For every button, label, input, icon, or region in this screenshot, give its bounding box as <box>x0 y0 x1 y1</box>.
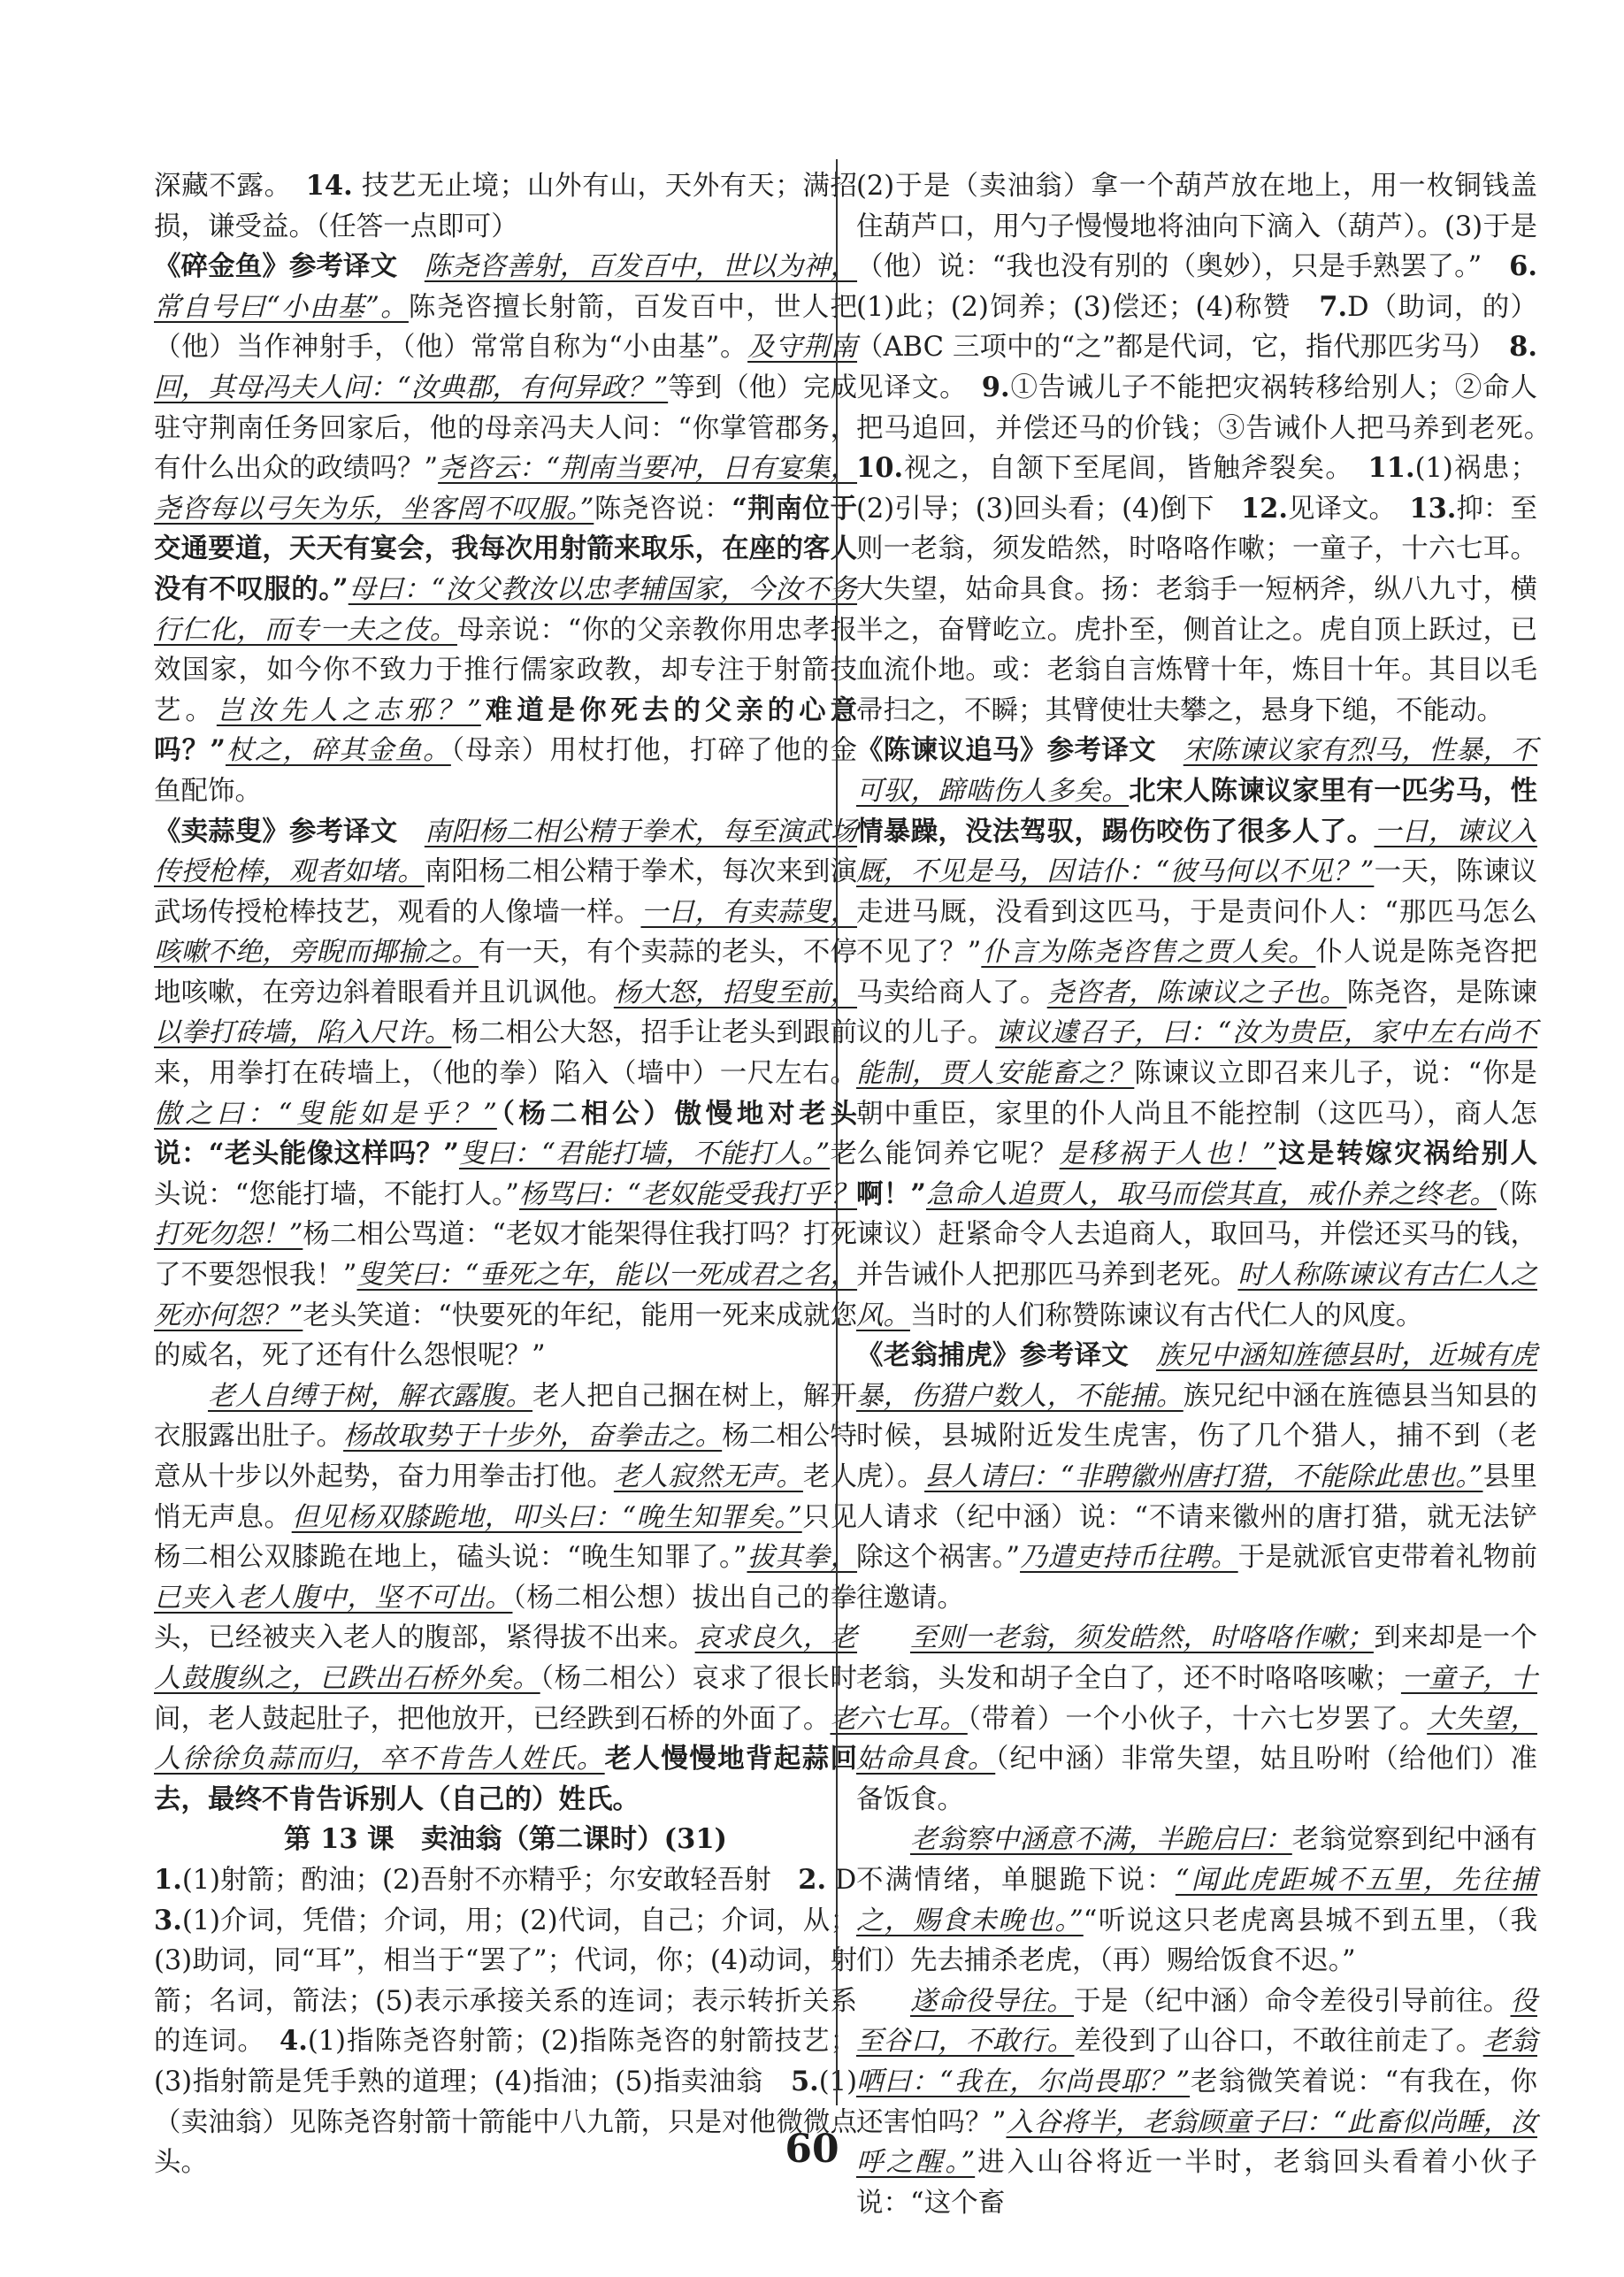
answers-5-13 <box>856 166 1565 731</box>
question-number: 1. <box>154 1863 182 1896</box>
translation-text: “听说这只老虎离县城不到五里，（我们）先去捕杀老虎，（再）赐给饭食不迟。” <box>856 1905 1537 1977</box>
bold-translation-text: （杨二相公）傲慢地对老头说：“老头能像这样吗？” <box>154 1097 858 1170</box>
translation-text: 母亲说：“你的父亲教你用忠孝报效国家，如今你不致力于推行儒家政教，却专注于射箭技艺。 <box>154 614 858 726</box>
translation-mai-suan-sou <box>154 812 857 1376</box>
bold-translation-text: 难道是你死去的父亲的心意吗？” <box>154 694 858 767</box>
translation-lao-weng-bu-hu <box>856 1336 1537 1618</box>
original-text: 杨骂曰：“老奴能受我打乎？打死勿怨！” <box>154 1178 857 1251</box>
question-number: 12. <box>1240 492 1288 525</box>
translation-text: 老人把自己捆在树上，解开衣服露出肚子。 <box>154 1380 858 1453</box>
original-text: 一日，谏议入厩，不见是马，因诘仆：“彼马何以不见？” <box>856 816 1537 888</box>
bold-translation-text: 老人慢慢地背起蒜回去，最终不肯告诉别人（自己的）姓氏。 <box>154 1743 858 1815</box>
section-title: 《卖蒜叟》参考译文 <box>154 815 398 847</box>
text-span: 技艺无止境；山外有山，天外有天；满招损，谦受益。（任答一点即可） <box>154 171 857 242</box>
translation-text: 只见杨二相公双膝跪在地上，磕头说：“晚生知罪了。” <box>154 1501 858 1574</box>
original-text: 岂汝先人之志邪？” <box>216 694 481 726</box>
translation-text: 到来却是一个老翁，头发和胡子全白了，还不时咯咯咳嗽； <box>856 1622 1537 1694</box>
bold-translation-text: 北宋人陈谏议家里有一匹劣马，性情暴躁，没法驾驭，踢伤咬伤了很多人了。 <box>856 774 1537 847</box>
translation-text: （带着）一个小伙子，十六七岁罢了。 <box>967 1703 1428 1735</box>
translation-text: 老头笑道：“快要死的年纪，能用一死来成就您的威名，死了还有什么怨恨呢？” <box>154 1300 858 1372</box>
section-title: 《碎金鱼》参考译文 <box>154 250 398 283</box>
original-text: 时人称陈谏议有古仁人之风。 <box>856 1260 1537 1331</box>
original-text: 急命人追贾人，取马而偿其直，戒仆养之终老。 <box>925 1178 1498 1210</box>
answer-text: 见译文。 <box>856 372 982 403</box>
translation-text: 陈尧咨擅长射箭，百发百中，世人把（他）当作神射手，（他）常常自称为“小由基”。 <box>154 291 858 364</box>
original-text: 傲之曰：“叟能如是乎？” <box>154 1098 497 1130</box>
text-span: 深藏不露。 <box>154 171 306 202</box>
translation-sui-jin-yu <box>154 247 857 811</box>
original-text: 叟曰：“君能打墙，不能打人。” <box>458 1138 831 1170</box>
original-text: 老翁察中涵意不满，半跪启曰： <box>910 1824 1292 1856</box>
original-text: 杨故取势于十步外，奋拳击之。 <box>343 1421 723 1453</box>
original-text: 是移祸于人也！” <box>1059 1138 1276 1170</box>
question-number: 7. <box>1319 290 1348 323</box>
page-number: 60 <box>785 2127 839 2172</box>
answer-text: ①告诫儿子不能把灾祸转移给别人；②命人把马追回，并偿还马的价钱；③告诫仆人把马养到老死。 <box>856 372 1565 444</box>
question-number: 10. <box>856 452 904 485</box>
translation-text: 有一天，有个卖蒜的老头，不停地咳嗽，在旁边斜着眼看并且讥讽他。 <box>154 937 858 1008</box>
translation-text: 陈谏议立即召来儿子，说：“你是朝中重臣，家里的仆人尚且不能控制（这匹马），商人怎么能饲养它呢？ <box>856 1058 1538 1170</box>
original-text: 陈尧咨善射，百发百中，世以为神，常自号曰“小由基”。 <box>154 251 858 323</box>
translation-text: （母亲）用杖打他，打碎了他的金鱼配饰。 <box>154 735 858 807</box>
left-column <box>154 166 857 2183</box>
translation-text: 差役到了山谷口，不敢往前走了。 <box>1074 2026 1483 2058</box>
lesson-heading: 第 13 课 卖油翁（第二课时）(31) <box>284 1823 727 1856</box>
answer-text: (1)祸患；(2)引导；(3)回头看；(4)倒下 <box>856 453 1537 525</box>
question-number: 4. <box>280 2025 308 2058</box>
bold-translation-text: “荆南位于交通要道，天天有宴会，我每次用射箭来取乐，在座的客人没有不叹服的。” <box>154 492 858 605</box>
original-text: 尧咨者，陈谏议之子也。 <box>1046 977 1347 1008</box>
translation-text: （陈谏议）赶紧命令人去追商人，取回马，并偿还买马的钱，并告诫仆人把那匹马养到老死。 <box>856 1178 1538 1292</box>
original-text: 族兄中涵知旌德县时，近城有虎暴，伤猎户数人，不能捕。 <box>856 1340 1537 1412</box>
translation-text: 南阳杨二相公精于拳术，每次来到演武场传授枪棒技艺，观看的人像墙一样。 <box>154 856 858 928</box>
original-text: 大失望，姑命具食。 <box>856 1703 1538 1775</box>
original-text: 县人请曰：“非聘徽州唐打猎，不能除此患也。” <box>924 1461 1483 1492</box>
section-title: 《老翁捕虎》参考译文 <box>856 1339 1130 1372</box>
original-text: 尧咨云：“荆南当要冲，日有宴集，尧咨每以弓矢为乐，坐客罔不叹服。” <box>154 453 858 525</box>
original-text: 谏议遽召子，曰：“汝为贵臣，家中左右尚不能制，贾人安能畜之？ <box>856 1017 1538 1090</box>
answer-text: (1)指陈尧咨射箭；(2)指陈尧咨的射箭技艺；(3)指射箭是凭手熟的道理；(4)指油；(5)指卖油翁 <box>154 2026 858 2097</box>
answer-text: D <box>826 1864 857 1896</box>
translation-text: （杨二相公想）拔出自己的拳头，已经被夹入老人的腹部，紧得拔不出来。 <box>154 1582 858 1654</box>
original-text: 老人徐徐负蒜而归，卒不肯告人姓氏。 <box>154 1703 857 1775</box>
original-text: 仆言为陈尧咨售之贾人矣。 <box>981 937 1316 969</box>
translation-text: （纪中涵）非常失望，姑且吩咐（给他们）准备饭食。 <box>856 1744 1538 1815</box>
right-column <box>856 166 1565 2223</box>
translation-text: 老头说：“您能打墙，不能打人。” <box>154 1138 858 1210</box>
answer-text: (1)此；(2)饲养；(3)偿还；(4)称赞 <box>856 291 1320 323</box>
original-text: 一童子，十六七耳。 <box>856 1662 1537 1735</box>
question-number: 5. <box>790 2065 819 2097</box>
translation-text: 陈尧咨说： <box>594 493 732 525</box>
translation-text: 于是（纪中涵）命令差役引导前往。 <box>1074 1985 1511 2017</box>
original-text: 遂命役导往。 <box>910 1985 1075 2017</box>
original-text: 但见杨双膝跪地，叩头曰：“晚生知罪矣。” <box>291 1501 802 1533</box>
translation-text: 仆人说是陈尧咨把马卖给商人了。 <box>856 937 1538 1008</box>
translation-text: 当时的人们称赞陈谏议有古代仁人的风度。 <box>910 1300 1423 1331</box>
original-text: 乃遣吏持币往聘。 <box>1020 1542 1238 1574</box>
answer-14-paragraph <box>154 166 857 247</box>
translation-text: 陈尧咨，是陈谏议的儿子。 <box>856 977 1537 1049</box>
original-text: 哀求良久，老人鼓腹纵之，已跌出石桥外矣。 <box>154 1622 858 1694</box>
answer-text: (1)（卖油翁）见陈尧咨射箭十箭能中八九箭，只是对他微微点头。 <box>154 2066 857 2179</box>
translation-text: 杨二相公大怒，招手让老头到跟前来，用拳打在砖墙上，（他的拳）陷入（墙中）一尺左右。 <box>154 1017 858 1090</box>
original-text: 老人自缚于树，解衣露腹。 <box>208 1380 533 1412</box>
bold-translation-text: 这是转嫁灾祸给别人啊！” <box>856 1138 1538 1210</box>
question-number: 11. <box>1367 452 1415 485</box>
answer-text: D（助词，的）（ABC 三项中的“之”都是代词，它，指代那匹劣马） <box>856 291 1537 364</box>
original-text: 杨大怒，招叟至前，以拳打砖墙，陷入尺许。 <box>154 977 857 1049</box>
translation-text: 老人悄无声息。 <box>154 1461 858 1533</box>
original-text: “闻此虎距城不五里，先往捕之，赐食未晚也。” <box>856 1864 1538 1936</box>
question-number: 13. <box>1409 492 1457 525</box>
answer-text: (2)于是（卖油翁）拿一个葫芦放在地上，用一枚铜钱盖住葫芦口，用勺子慢慢地将油向下滴入（葫芦）。(3)于是（他）说：“我也没有别的（奥妙），只是手熟罢了。” <box>856 171 1537 283</box>
question-number: 8. <box>1509 331 1537 364</box>
translation-text: 老翁微笑着说：“有我在，你还害怕吗？” <box>856 2066 1537 2138</box>
answer-text: 抑：至则一老翁，须发皓然，时咯咯作嗽；一童子，十六七耳。大失望，姑命具食。扬：老翁手一短柄斧，纵八九寸，横半之，奋臂屹立。虎扑至，侧首让之。虎自顶上跃过，已血流仆地。或：老翁自言炼臂十年，炼目十年。其目以毛帚扫之，不瞬；其臂使壮夫攀之，悬身下缒，不能动。 <box>856 493 1537 726</box>
original-text: 母曰：“汝父教汝以忠孝辅国家，今汝不务行仁化，而专一夫之伎。 <box>154 573 858 646</box>
translation-text: 于是就派官吏带着礼物前往邀请。 <box>856 1542 1538 1614</box>
original-text: 宋陈谏议家有烈马，性暴，不可驭，蹄啮伤人多矣。 <box>856 735 1537 807</box>
translation-text: 杨二相公骂道：“老奴才能架得住我打吗？打死了不要怨恨我！” <box>154 1219 858 1292</box>
original-text: 南阳杨二相公精于拳术，每至演武场传授枪棒，观者如堵。 <box>154 816 858 888</box>
original-text: 役至谷口，不敢行。 <box>856 1985 1538 2058</box>
answer-text: 见译文。 <box>1287 493 1410 525</box>
translation-mai-suan-sou-continued <box>154 1376 857 1821</box>
answer-text: (1)介词，凭借；介词，用；(2)代词，自己；介词，从；(3)助词，同“耳”，相当于“罢了”；代词，你；(4)动词，射箭；名词，箭法；(5)表示承接关系的连词；表示转折关系的连词。 <box>154 1905 857 2058</box>
translation-lao-weng-paragraph-3 <box>856 1820 1537 1981</box>
translation-chen-jian-yi <box>856 731 1537 1336</box>
translation-text: （杨二相公）哀求了很长时间，老人鼓起肚子，把他放开，已经跌到石桥的外面了。 <box>154 1662 858 1735</box>
original-text: 杖之，碎其金鱼。 <box>225 735 451 767</box>
question-number: 2. <box>798 1863 827 1896</box>
original-text: 老人寂然无声。 <box>613 1461 803 1492</box>
translation-text: 等到（他）完成驻守荆南任务回家后，他的母亲冯夫人问：“你掌管郡务，有什么出众的政绩吗？” <box>154 372 858 485</box>
translation-text: 族兄纪中涵在旌德县当知县的时候，县城附近发生虎害，伤了几个猎人，捕不到（老虎）。 <box>856 1380 1537 1492</box>
question-number: 9. <box>981 371 1010 403</box>
translation-text: 老翁觉察到纪中涵有不满情绪，单腿跪下说： <box>856 1824 1538 1896</box>
original-text: 老翁哂曰：“我在，尔尚畏耶？” <box>856 2026 1537 2097</box>
translation-lao-weng-paragraph-4 <box>856 1982 1537 2224</box>
question-number: 6. <box>1509 250 1537 283</box>
original-text: 拔其拳，已夹入老人腹中，坚不可出。 <box>154 1542 858 1614</box>
answer-text: (1)射箭；酌油；(2)吾射不亦精乎；尔安敢轻吾射 <box>181 1864 799 1896</box>
original-text: 至则一老翁，须发皓然，时咯咯作嗽； <box>910 1622 1374 1654</box>
section-title: 《陈谏议追马》参考译文 <box>856 734 1156 767</box>
translation-lao-weng-paragraph-2 <box>856 1618 1537 1820</box>
translation-text: 进入山谷将近一半时，老翁回头看着小伙子说：“这个畜 <box>856 2147 1538 2219</box>
original-text: 入谷将半，老翁顾童子曰：“此畜似尚睡，汝呼之醒。” <box>856 2106 1538 2179</box>
original-text: 叟笑曰：“垂死之年，能以一死成君之名，死亦何怨？” <box>154 1260 858 1331</box>
translation-text: 杨二相公特意从十步以外起势，奋力用拳击打他。 <box>154 1421 858 1492</box>
translation-text: 一天，陈谏议走进马厩，没看到这匹马，于是责问仆人：“那匹马怎么不见了？” <box>856 856 1538 969</box>
question-number: 3. <box>154 1904 182 1936</box>
column-divider <box>836 159 838 2105</box>
translation-text: 县里人请求（纪中涵）说：“不请来徽州的唐打猎，就无法铲除这个祸害。” <box>856 1461 1538 1574</box>
answer-text: 视之，自颔下至尾闾，皆触斧裂矣。 <box>903 453 1368 485</box>
original-text: 及守荆南回，其母冯夫人问：“汝典郡，有何异政？” <box>154 332 858 403</box>
question-number: 14. <box>305 170 353 202</box>
original-text: 一日，有卖蒜叟，咳嗽不绝，旁睨而揶揄之。 <box>154 896 858 969</box>
